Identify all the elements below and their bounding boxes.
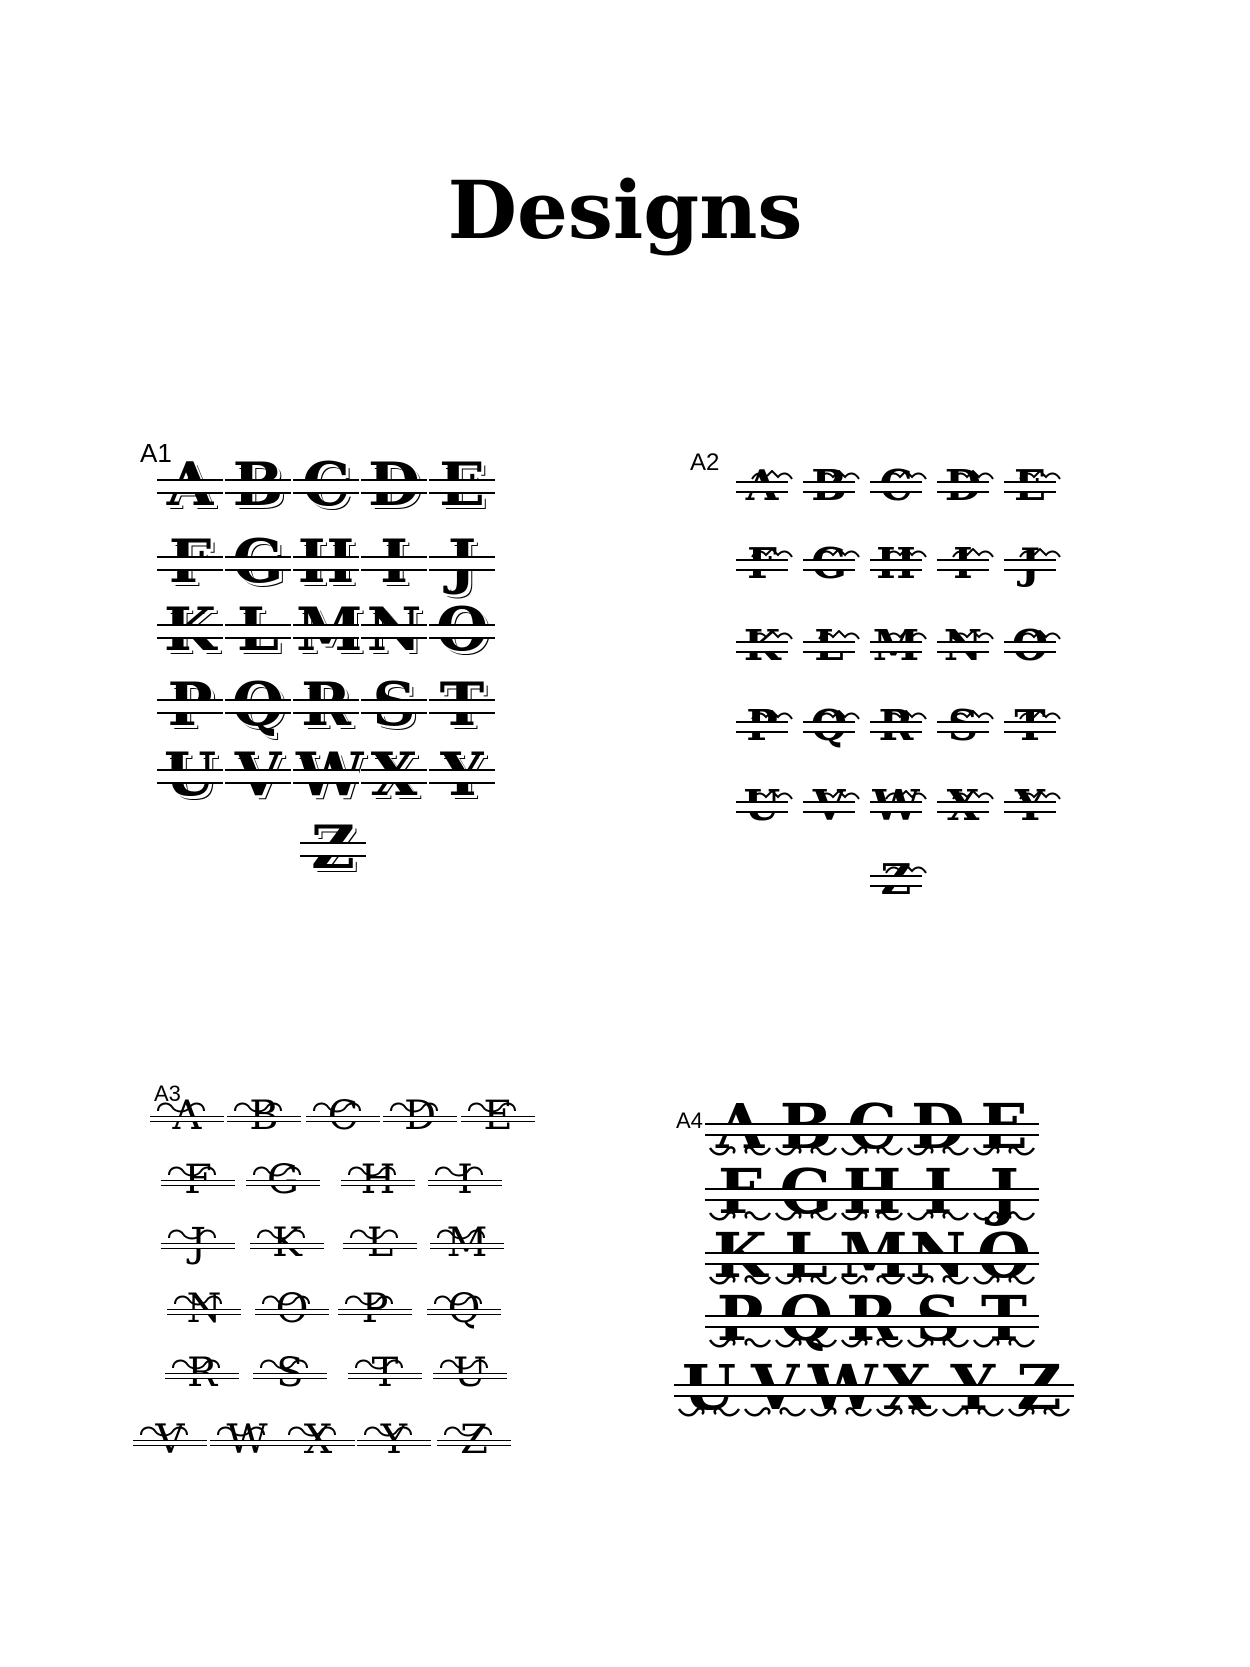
ornate-crest-icon [949,790,997,800]
swirl-ornament-icon [167,1226,217,1242]
split-monogram-letter [432,743,492,807]
split-monogram-letter [349,1221,411,1265]
split-monogram-letter [363,1418,425,1462]
split-band [937,641,989,653]
split-band [157,624,223,639]
split-monogram-letter [467,1094,529,1138]
split-band [771,1315,841,1328]
split-monogram-letter [228,530,288,594]
split-monogram-letter [312,1094,374,1138]
split-band [361,769,427,784]
split-band [361,479,427,494]
split-band [429,699,495,714]
split-monogram-letter [432,598,492,662]
split-monogram-letter [296,673,356,737]
split-monogram-letter [805,782,853,830]
split-monogram-letter [432,530,492,594]
split-band [870,875,922,887]
split-monogram-letter [139,1418,201,1462]
split-band [167,1309,241,1315]
split-band [157,479,223,494]
swirl-ornament-icon [467,1099,517,1115]
swirl-ornament-icon [167,1163,217,1179]
split-band [771,1188,841,1201]
split-monogram-letter [228,453,288,517]
split-monogram-letter [839,1225,905,1287]
scroll-ornament-icon [808,1405,874,1419]
swirl-ornament-icon [287,1423,337,1439]
split-band [293,479,359,494]
split-monogram-letter [939,540,987,588]
split-monogram-letter [228,743,288,807]
split-monogram-letter [940,1357,1006,1419]
split-band [227,1116,301,1122]
split-monogram-letter [905,1288,971,1350]
ornate-crest-icon [882,548,930,558]
ornate-crest-icon [748,470,796,480]
swirl-ornament-icon [436,1226,486,1242]
split-monogram-letter [872,856,920,904]
split-band [705,1188,775,1201]
split-monogram-letter [228,598,288,662]
swirl-ornament-icon [256,1226,306,1242]
ornate-crest-icon [882,470,930,480]
split-band [969,1123,1039,1136]
split-band [293,699,359,714]
split-monogram-letter [839,1288,905,1350]
split-band [437,1440,511,1446]
split-band [225,699,291,714]
split-band [429,556,495,571]
ornate-crest-icon [949,630,997,640]
split-monogram-letter [808,1357,874,1419]
split-monogram-letter [433,1287,495,1331]
split-monogram-letter [1006,622,1054,670]
split-monogram-letter [354,1351,416,1395]
split-band [969,1252,1039,1265]
split-band [803,801,855,813]
split-monogram-letter [872,622,920,670]
ornate-crest-icon [1016,470,1064,480]
split-band [361,699,427,714]
set-label-a4: A4 [676,1108,703,1133]
split-band [150,1116,224,1122]
split-band [361,624,427,639]
split-band [969,1188,1039,1201]
scroll-ornament-icon [839,1336,905,1350]
scroll-ornament-icon [707,1336,773,1350]
split-monogram-letter [773,1288,839,1350]
ornate-crest-icon [748,790,796,800]
split-band [1004,481,1056,493]
split-monogram-letter [364,673,424,737]
split-monogram-letter [1006,782,1054,830]
split-band [361,556,427,571]
split-band [225,479,291,494]
swirl-ornament-icon [233,1099,283,1115]
split-band [225,556,291,571]
split-band [157,769,223,784]
split-monogram-letter [939,622,987,670]
split-band [872,1384,942,1397]
scroll-ornament-icon [773,1336,839,1350]
swirl-ornament-icon [216,1423,266,1439]
scroll-ornament-icon [742,1405,808,1419]
split-band [870,721,922,733]
ornate-crest-icon [882,864,930,874]
split-band [1004,559,1056,571]
swirl-ornament-icon [261,1292,311,1308]
split-monogram-letter [167,1221,229,1265]
swirl-ornament-icon [312,1099,362,1115]
split-band [969,1315,1039,1328]
scroll-ornament-icon [676,1405,742,1419]
split-monogram-letter [872,462,920,510]
swirl-ornament-icon [434,1163,484,1179]
swirl-ornament-icon [139,1423,189,1439]
swirl-ornament-icon [344,1292,394,1308]
split-band [705,1123,775,1136]
split-monogram-letter [443,1418,505,1462]
swirl-ornament-icon [252,1163,302,1179]
split-band [837,1188,907,1201]
split-band [736,801,788,813]
split-monogram-letter [439,1351,501,1395]
split-monogram-letter [389,1094,451,1138]
page-title: Designs [447,163,803,257]
split-band [903,1123,973,1136]
split-monogram-letter [971,1225,1037,1287]
ornate-crest-icon [1016,548,1064,558]
ornate-crest-icon [748,710,796,720]
swirl-ornament-icon [354,1356,404,1372]
split-monogram-letter [707,1096,773,1158]
ornate-crest-icon [815,630,863,640]
split-monogram-letter [364,743,424,807]
scroll-ornament-icon [874,1405,940,1419]
split-monogram-letter [434,1158,496,1202]
ornate-crest-icon [882,710,930,720]
split-monogram-letter [233,1094,295,1138]
split-band [133,1440,207,1446]
split-band [293,556,359,571]
split-monogram-letter [676,1357,742,1419]
split-band [1004,1384,1074,1397]
swirl-ornament-icon [439,1356,489,1372]
split-band [705,1252,775,1265]
split-band [903,1188,973,1201]
split-monogram-letter [707,1161,773,1223]
split-monogram-letter [171,1351,233,1395]
split-monogram-letter [971,1161,1037,1223]
split-monogram-letter [1006,1357,1072,1419]
split-monogram-letter [160,673,220,737]
split-band [255,1309,329,1315]
split-monogram-letter [287,1418,349,1462]
split-monogram-letter [707,1225,773,1287]
split-band [736,559,788,571]
ornate-crest-icon [1016,790,1064,800]
split-band [740,1384,810,1397]
split-band [1004,721,1056,733]
split-monogram-letter [296,453,356,517]
split-band [736,641,788,653]
split-band [281,1440,355,1446]
split-band [293,769,359,784]
split-band [343,1243,417,1249]
ornate-crest-icon [882,630,930,640]
split-monogram-letter [160,530,220,594]
split-band [937,801,989,813]
split-band [870,559,922,571]
split-monogram-letter [939,702,987,750]
split-monogram-letter [1006,702,1054,750]
split-monogram-letter [839,1096,905,1158]
split-monogram-letter [971,1288,1037,1350]
split-band [433,1373,507,1379]
ornate-crest-icon [882,790,930,800]
split-monogram-letter [738,622,786,670]
split-monogram-letter [432,673,492,737]
split-monogram-letter [839,1161,905,1223]
split-monogram-letter [1006,540,1054,588]
split-monogram-letter [707,1288,773,1350]
split-band [429,479,495,494]
split-band [803,481,855,493]
ornate-crest-icon [949,548,997,558]
split-monogram-letter [939,462,987,510]
split-monogram-letter [872,702,920,750]
split-monogram-letter [773,1161,839,1223]
split-monogram-letter [738,462,786,510]
split-monogram-letter [872,782,920,830]
split-band [157,556,223,571]
set-label-a3: A3 [154,1081,181,1106]
swirl-ornament-icon [156,1099,206,1115]
scroll-ornament-icon [905,1336,971,1350]
set-label-a2: A2 [690,449,720,476]
split-monogram-letter [344,1287,406,1331]
split-monogram-letter [256,1221,318,1265]
split-monogram-letter [156,1094,218,1138]
split-monogram-letter [872,540,920,588]
split-band [771,1123,841,1136]
split-band [430,1243,504,1249]
split-monogram-letter [939,782,987,830]
split-band [427,1309,501,1315]
split-band [225,624,291,639]
split-band [837,1123,907,1136]
swirl-ornament-icon [349,1226,399,1242]
split-monogram-letter [805,622,853,670]
split-monogram-letter [1006,462,1054,510]
split-monogram-letter [805,462,853,510]
split-monogram-letter [805,540,853,588]
split-monogram-letter [874,1357,940,1419]
split-band [937,559,989,571]
split-monogram-letter [252,1158,314,1202]
split-band [429,769,495,784]
split-band [210,1440,284,1446]
split-band [253,1373,327,1379]
split-monogram-letter [160,453,220,517]
swirl-ornament-icon [363,1423,413,1439]
split-monogram-letter [160,598,220,662]
split-monogram-letter [905,1096,971,1158]
split-band [357,1440,431,1446]
swirl-ornament-icon [389,1099,439,1115]
ornate-crest-icon [815,710,863,720]
split-band [225,769,291,784]
swirl-ornament-icon [443,1423,493,1439]
split-band [161,1180,235,1186]
split-band [306,1116,380,1122]
ornate-crest-icon [815,470,863,480]
split-monogram-letter [742,1357,808,1419]
split-monogram-letter [364,530,424,594]
split-band [803,641,855,653]
split-band [803,559,855,571]
scroll-ornament-icon [940,1405,1006,1419]
split-monogram-letter [173,1287,235,1331]
split-monogram-letter [773,1096,839,1158]
split-monogram-letter [216,1418,278,1462]
ornate-crest-icon [1016,710,1064,720]
swirl-ornament-icon [171,1356,221,1372]
split-band [161,1243,235,1249]
split-band [250,1243,324,1249]
split-band [870,481,922,493]
split-band [736,721,788,733]
split-monogram-letter [347,1158,409,1202]
split-band [705,1315,775,1328]
ornate-crest-icon [949,710,997,720]
split-band [429,624,495,639]
split-band [383,1116,457,1122]
ornate-crest-icon [949,470,997,480]
swirl-ornament-icon [347,1163,397,1179]
split-monogram-letter [167,1158,229,1202]
split-monogram-letter [364,453,424,517]
split-monogram-letter [261,1287,323,1331]
split-band [338,1309,412,1315]
split-band [157,699,223,714]
split-band [938,1384,1008,1397]
split-band [870,801,922,813]
split-monogram-letter [436,1221,498,1265]
split-band [903,1252,973,1265]
split-band [1004,801,1056,813]
split-monogram-letter [773,1225,839,1287]
split-monogram-letter [303,816,363,880]
ornate-crest-icon [815,548,863,558]
split-monogram-letter [738,540,786,588]
split-band [903,1315,973,1328]
split-monogram-letter [296,530,356,594]
split-band [300,842,366,857]
split-monogram-letter [160,743,220,807]
scroll-ornament-icon [1006,1405,1072,1419]
split-monogram-letter [905,1161,971,1223]
split-band [461,1116,535,1122]
split-band [428,1180,502,1186]
set-label-a1: A1 [140,438,172,468]
split-band [837,1252,907,1265]
split-band [771,1252,841,1265]
ornate-crest-icon [815,790,863,800]
split-band [803,721,855,733]
swirl-ornament-icon [173,1292,223,1308]
split-band [870,641,922,653]
split-band [1004,641,1056,653]
split-band [806,1384,876,1397]
split-band [674,1384,744,1397]
split-band [736,481,788,493]
split-monogram-letter [738,782,786,830]
split-monogram-letter [364,598,424,662]
split-monogram-letter [296,743,356,807]
split-band [937,721,989,733]
split-band [837,1315,907,1328]
split-band [165,1373,239,1379]
split-monogram-letter [805,702,853,750]
split-band [293,624,359,639]
split-monogram-letter [259,1351,321,1395]
split-monogram-letter [905,1225,971,1287]
split-band [348,1373,422,1379]
split-monogram-letter [296,598,356,662]
swirl-ornament-icon [433,1292,483,1308]
ornate-crest-icon [1016,630,1064,640]
split-band [937,481,989,493]
scroll-ornament-icon [971,1336,1037,1350]
split-band [341,1180,415,1186]
split-band [246,1180,320,1186]
split-monogram-letter [971,1096,1037,1158]
split-monogram-letter [738,702,786,750]
split-monogram-letter [228,673,288,737]
ornate-crest-icon [748,630,796,640]
swirl-ornament-icon [259,1356,309,1372]
ornate-crest-icon [748,548,796,558]
split-monogram-letter [432,453,492,517]
